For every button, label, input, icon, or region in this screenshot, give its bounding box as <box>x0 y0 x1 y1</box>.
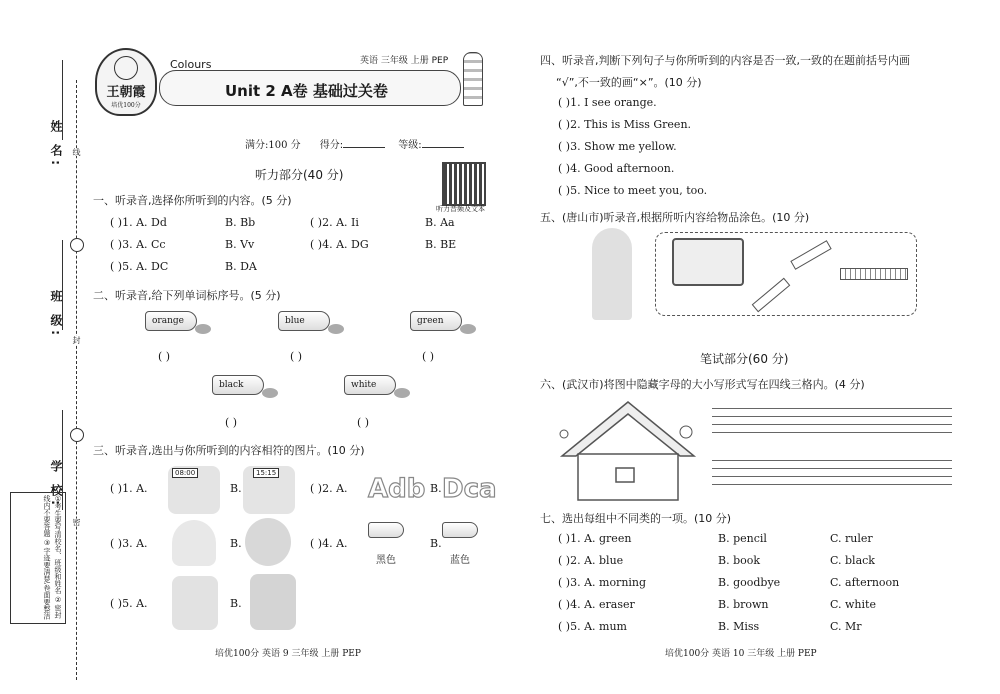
paint-blob-icon <box>394 388 410 398</box>
pencil-box-icon <box>672 238 744 286</box>
grade-label: 等级: <box>398 140 422 151</box>
q2-blank-2[interactable]: ( ) <box>290 350 303 363</box>
people-clock-image <box>243 466 295 514</box>
page-title: Unit 2 A卷 基础过关卷 <box>225 82 388 100</box>
q3-item-4-b[interactable]: B. <box>430 537 442 550</box>
house-image <box>556 398 700 504</box>
paint-tube-icon <box>368 522 404 538</box>
q1-item-4[interactable]: ( )4. A. DG <box>310 238 369 251</box>
qr-code-icon[interactable] <box>442 162 486 206</box>
qr-caption: 听力音频及文本 <box>436 205 485 213</box>
paint-tube-orange: orange <box>145 311 197 331</box>
name-label: 姓 名: <box>49 120 63 169</box>
boy-pointing-image <box>592 228 632 320</box>
letters-dca: Dca <box>442 474 497 504</box>
letters-adb: Adb <box>368 474 426 504</box>
portrait-icon <box>114 56 138 80</box>
score-line <box>245 136 474 151</box>
woman-face-image <box>245 518 291 566</box>
q3-item-1[interactable]: ( )1. A. <box>110 482 148 495</box>
q4-title-line1: 四、听录音,判断下列句子与你所听到的内容是否一致,一致的在题前括号内画 <box>540 54 910 67</box>
q7-title: 七、选出每组中不同类的一项。(10 分) <box>540 512 732 525</box>
q7-item-4-b[interactable]: B. brown <box>718 598 769 611</box>
q2-blank-4[interactable]: ( ) <box>225 416 238 429</box>
q4-item-5[interactable]: ( )5. Nice to meet you, too. <box>558 184 708 197</box>
listening-title: 听力部分(40 分) <box>255 168 344 182</box>
clock-icon: 15:15 <box>253 468 279 478</box>
paint-tube-green: green <box>410 311 462 331</box>
cut-mark-3: 密 <box>72 518 81 526</box>
q5-title: 五、(唐山市)听录音,根据所听内容给物品涂色。(10 分) <box>540 211 810 224</box>
score-field[interactable] <box>343 137 385 148</box>
q2-title: 二、听录音,给下列单词标序号。(5 分) <box>93 289 281 302</box>
q3-title: 三、听录音,选出与你所听到的内容相符的图片。(10 分) <box>93 444 365 457</box>
name-field[interactable] <box>62 60 63 140</box>
q7-item-2[interactable]: ( )2. A. blue <box>558 554 624 567</box>
q2-blank-3[interactable]: ( ) <box>422 350 435 363</box>
q7-item-3-c[interactable]: C. afternoon <box>830 576 900 589</box>
footer-left: 培优100分 英语 9 三年级 上册 PEP <box>215 649 361 659</box>
lighthouse-icon <box>463 52 483 106</box>
q7-item-5-c[interactable]: C. Mr <box>830 620 862 633</box>
writing-lines-2[interactable] <box>712 460 952 492</box>
q1-item-3-b[interactable]: B. Vv <box>225 238 255 251</box>
q2-blank-5[interactable]: ( ) <box>357 416 370 429</box>
q3-item-5[interactable]: ( )5. A. <box>110 597 148 610</box>
q7-item-4-c[interactable]: C. white <box>830 598 876 611</box>
paint-tube-black: black <box>212 375 264 395</box>
paint-tube-icon <box>442 522 478 538</box>
q7-item-1-b[interactable]: B. pencil <box>718 532 767 545</box>
q3-item-5-b[interactable]: B. <box>230 597 242 610</box>
class-label: 班 级: <box>49 290 63 339</box>
q7-item-2-b[interactable]: B. book <box>718 554 761 567</box>
q1-title: 一、听录音,选择你所听到的内容。(5 分) <box>93 194 292 207</box>
people-clock-image <box>168 466 220 514</box>
footer-right: 培优100分 英语 10 三年级 上册 PEP <box>665 649 817 659</box>
q2-blank-1[interactable]: ( ) <box>158 350 171 363</box>
hole-icon <box>70 238 84 252</box>
q4-item-1[interactable]: ( )1. I see orange. <box>558 96 657 109</box>
q7-item-5-b[interactable]: B. Miss <box>718 620 760 633</box>
page-header <box>95 48 505 118</box>
paint-black-label: 黑色 <box>376 555 396 566</box>
q3-item-2-b[interactable]: B. <box>430 482 442 495</box>
paint-blob-icon <box>328 324 344 334</box>
logo-text: 王朝霞 <box>106 85 146 100</box>
writing-lines-1[interactable] <box>712 408 952 440</box>
q3-item-4[interactable]: ( )4. A. <box>310 537 348 550</box>
book-meta: 英语 三年级 上册 PEP <box>360 56 449 66</box>
paint-blue-label: 蓝色 <box>450 555 470 566</box>
q1-item-4-b[interactable]: B. BE <box>425 238 457 251</box>
q3-item-1-b[interactable]: B. <box>230 482 242 495</box>
q4-item-3[interactable]: ( )3. Show me yellow. <box>558 140 677 153</box>
q7-item-3[interactable]: ( )3. A. morning <box>558 576 647 589</box>
cut-mark-2: 封 <box>72 336 81 344</box>
q7-item-2-c[interactable]: C. black <box>830 554 875 567</box>
q1-item-1[interactable]: ( )1. A. Dd <box>110 216 167 229</box>
q1-item-3[interactable]: ( )3. A. Cc <box>110 238 166 251</box>
q1-item-2-b[interactable]: B. Aa <box>425 216 455 229</box>
q4-title-line2: “√”,不一致的画“×”。(10 分) <box>556 76 702 89</box>
paint-tube-white: white <box>344 375 396 395</box>
q4-item-4[interactable]: ( )4. Good afternoon. <box>558 162 675 175</box>
q7-item-3-b[interactable]: B. goodbye <box>718 576 781 589</box>
score-label: 得分: <box>319 140 344 151</box>
q7-item-1[interactable]: ( )1. A. green <box>558 532 632 545</box>
cut-mark-1: 线 <box>72 148 81 156</box>
q7-item-5[interactable]: ( )5. A. mum <box>558 620 627 633</box>
school-label: 学 校: <box>49 460 63 509</box>
class-field[interactable] <box>62 240 63 330</box>
q3-item-2[interactable]: ( )2. A. <box>310 482 348 495</box>
q4-item-2[interactable]: ( )2. This is Miss Green. <box>558 118 692 131</box>
brand-logo <box>95 48 157 116</box>
paint-tube-blue: blue <box>278 311 330 331</box>
ruler-icon <box>840 268 908 280</box>
house-drawing-icon <box>556 398 700 504</box>
q3-item-3-b[interactable]: B. <box>230 537 242 550</box>
full-score: 满分:100 分 <box>245 140 301 151</box>
q1-item-5[interactable]: ( )5. A. DC <box>110 260 169 273</box>
boy-waving-image <box>172 576 218 630</box>
q1-item-2[interactable]: ( )2. A. Ii <box>310 216 359 229</box>
q1-item-5-b[interactable]: B. DA <box>225 260 257 273</box>
q7-item-1-c[interactable]: C. ruler <box>830 532 873 545</box>
logo-sub: 培优100分 <box>111 102 141 109</box>
q3-item-3[interactable]: ( )3. A. <box>110 537 148 550</box>
paint-blob-icon <box>262 388 278 398</box>
unit-topic: Colours <box>170 58 212 71</box>
exam-tips: ①考生要写清校名、班级和姓名 ②密封线内不要答题 ③字迹要清楚,卷面要整洁 <box>10 492 66 624</box>
q1-item-1-b[interactable]: B. Bb <box>225 216 256 229</box>
clock-icon: 08:00 <box>172 468 198 478</box>
seal-line <box>76 80 77 680</box>
hole-icon <box>70 428 84 442</box>
grade-field[interactable] <box>422 137 464 148</box>
boy-face-image <box>172 520 216 566</box>
q6-title: 六、(武汉市)将图中隐藏字母的大小写形式写在四线三格内。(4 分) <box>540 378 865 391</box>
q7-item-4[interactable]: ( )4. A. eraser <box>558 598 635 611</box>
writing-title: 笔试部分(60 分) <box>700 352 789 366</box>
paint-blob-icon <box>195 324 211 334</box>
boy-climbing-image <box>250 574 296 630</box>
paint-blob-icon <box>460 324 476 334</box>
